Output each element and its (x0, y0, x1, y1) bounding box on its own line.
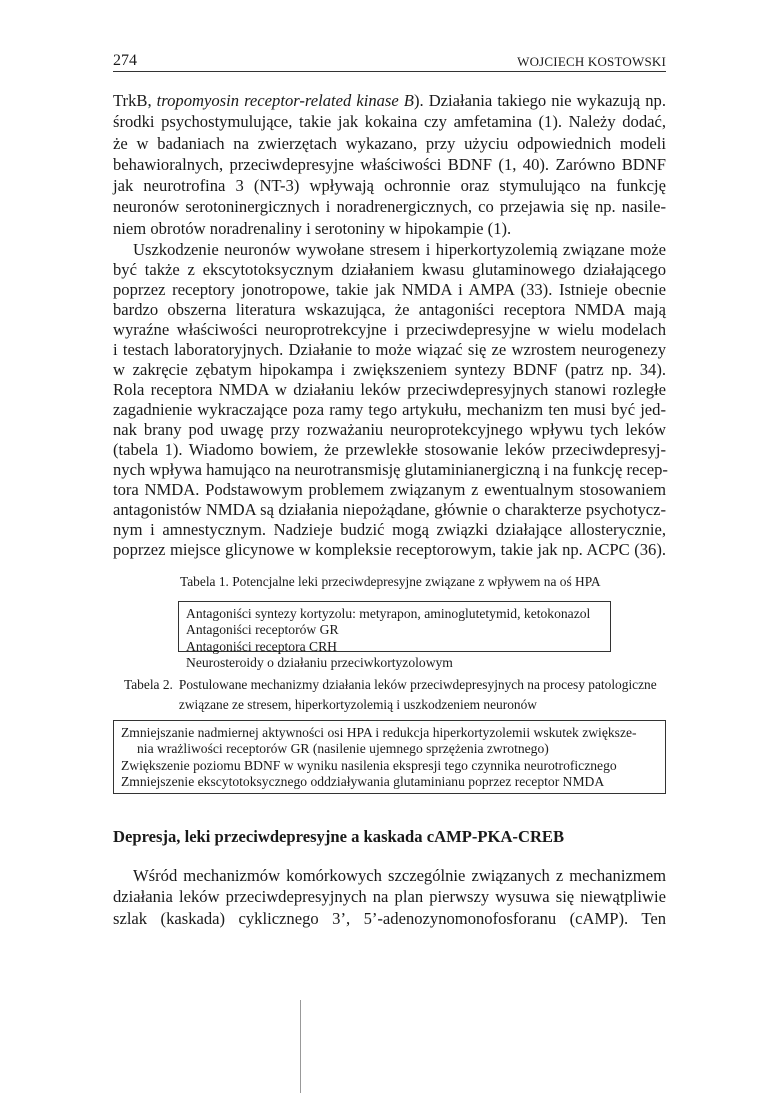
section-heading: Depresja, leki przeciwdepresyjne a kaskada cAMP-PKA-CREB (113, 827, 565, 846)
table-1 (178, 601, 611, 670)
page-number: 274 (113, 52, 137, 69)
scan-artifact-line (300, 1000, 301, 1093)
text-line: poprzez receptory jonotropowe, takie jak NMDA i AMPA (33). Istnieje obecnie (113, 280, 666, 299)
text-line: zagadnienie wykraczające poza ramy tego artykułu, mechanizm ten musi być jed- (113, 400, 666, 419)
table-row: Zwiększenie poziomu BDNF w wyniku nasilenia ekspresji tego czynnika neurotroficznego (121, 757, 617, 773)
table-row: Antagoniści syntezy kortyzolu: metyrapon, aminoglutetymid, ketokonazol (186, 606, 591, 621)
text-line: behawioralnych, przeciwdepresyjne właściwości BDNF (1, 40). Zarówno BDNF (113, 154, 666, 174)
table-1-caption: Tabela 1. Potencjalne leki przeciwdepresyjne związane z wpływem na oś HPA (180, 574, 601, 589)
text-line: nak brany pod uwagę przy rozważaniu neuroprotekcyjnego wpływu tych leków (113, 420, 666, 439)
table-row: Antagoniści receptora CRH (186, 638, 337, 654)
text-line: Uszkodzenie neuronów wywołane stresem i hiperkortyzolemią związane może (133, 240, 666, 259)
running-header (113, 52, 666, 72)
text-line: bardzo obszerna literatura wskazująca, że antagoniści receptora NMDA mają (113, 300, 666, 319)
caption-line: Postulowane mechanizmy działania leków przeciwdepresyjnych na procesy patologiczne (178, 677, 657, 692)
text-line: środki psychostymulujące, takie jak kokaina czy amfetamina (1). Należy dodać, (113, 112, 666, 132)
table-2-caption-label: Tabela 2. (124, 677, 173, 692)
table-2-caption-wrap (124, 675, 657, 715)
text-line: w zakręcie zębatym hipokampa i zwiększeniem syntezy BDNF (patrz np. 34). (113, 360, 666, 379)
text-line: Wśród mechanizmów komórkowych szczególnie związanych z mechanizmem (133, 866, 666, 885)
text-line-end: ). Działania takiego nie wykazują np. (413, 91, 666, 110)
text-line: poprzez miejsce glicynowe w kompleksie receptorowym, takie jak np. ACPC (36). (113, 540, 666, 559)
text-line: antagonistów NMDA są działania niepożądane, głównie o charakterze psychotycz- (113, 500, 666, 519)
text-line: (tabela 1). Wiadomo bowiem, że przewlekłe stosowanie leków przeciwdepresyj- (113, 440, 666, 459)
text-line: szlak (kaskada) cyklicznego 3’, 5’-adenozynomonofosforanu (cAMP). Ten (113, 908, 666, 928)
text-line: jak neurotrofina 3 (NT-3) wpływają ochronnie oraz stymulująco na funkcję (113, 176, 666, 196)
paragraph-3 (113, 865, 666, 929)
text-line: nych wpływa hamująco na neurotransmisję glutaminianergiczną i na funkcję recep- (113, 460, 668, 479)
running-header-author: WOJCIECH KOSTOWSKI (517, 54, 666, 69)
text-line: niem obrotów noradrenaliny i serotoniny w hipokampie (1). (113, 218, 512, 238)
italic-term: tropomyosin receptor-related kinase B (156, 91, 414, 110)
table-2-caption (179, 675, 657, 715)
text-line: wyraźne właściwości neuroprotrekcyjne i przeciwdepresyjne w wielu modelach (113, 320, 666, 339)
paragraph-1 (113, 90, 666, 239)
text-line: i testach laboratoryjnych. Działanie to może wiązać się ze wzrostem neurogenezy (113, 340, 666, 359)
table-row: Zmniejszanie nadmiernej aktywności osi HPA i redukcja hiperkortyzolemii wskutek zwiększe- (121, 725, 637, 740)
table-row: Neurosteroidy o działaniu przeciwkortyzolowym (186, 654, 453, 670)
table-row: Antagoniści receptorów GR (186, 622, 339, 638)
text-line: tora NMDA. Podstawowym problemem związanym z ewentualnym stosowaniem (113, 480, 666, 499)
table-row: nia wrażliwości receptorów GR (nasilenie ujemnego sprzężenia zwrotnego) (137, 741, 549, 757)
text-line: Rola receptora NMDA w działaniu leków przeciwdepresyjnych stanowi rozległe (113, 380, 666, 399)
table-2 (113, 720, 666, 794)
caption-line: związane ze stresem, hiperkortyzolemią i uszkodzeniem neuronów (178, 697, 537, 712)
text-line: działania leków przeciwdepresyjnych na plan pierwszy wysuwa się niewątpliwie (113, 887, 666, 907)
text-line: nym i amnestycznym. Nadzieje budzić mogą związki działające allosterycznie, (113, 520, 666, 539)
paragraph-2 (113, 240, 666, 560)
text-line (113, 90, 666, 111)
text-line: że w badaniach na zwierzętach wykazano, przy użyciu odpowiednich modeli (113, 133, 666, 153)
text-line: neuronów serotoninergicznych i noradrenergicznych, co przejawia się np. nasile- (113, 197, 666, 217)
table-row: Zmniejszenie ekscytotoksycznego oddziaływania glutaminianu poprzez receptor NMDA (121, 773, 605, 789)
text-line-start: TrkB, (113, 91, 157, 110)
text-line: być także z ekscytotoksycznym działaniem kwasu glutaminowego działającego (113, 260, 666, 279)
